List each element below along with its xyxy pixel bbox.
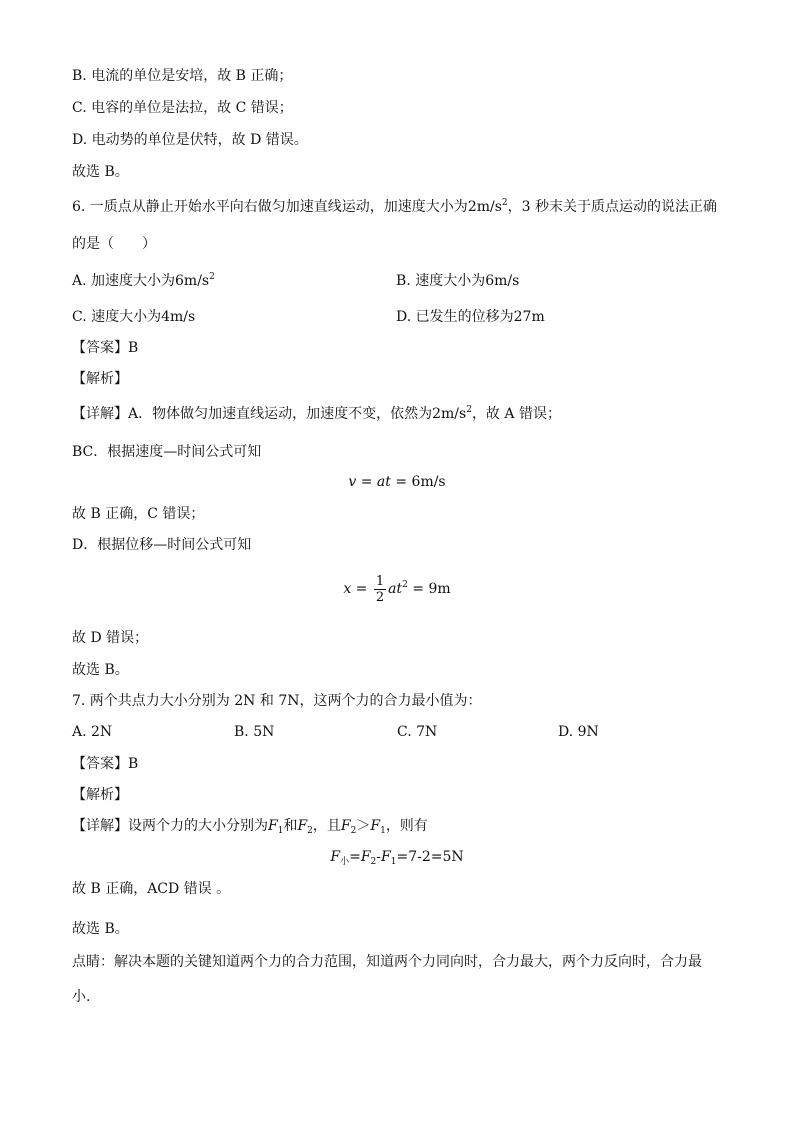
answer-tag: 【答案】 (72, 756, 128, 772)
q6-equation-velocity: v = at = 6m/s (348, 474, 446, 490)
prev-option-b-explanation: B. 电流的单位是安培，故 B 正确； (72, 68, 293, 84)
q7-option-d: D. 9N (558, 724, 599, 740)
q7-note-line-1: 点睛：解决本题的关键知道两个力的合力范围，知道两个力同向时，合力最大，两个力反向时，合力最 (72, 954, 702, 970)
q6-option-a: A. 加速度大小为$6m/s^2$ (72, 272, 215, 289)
q7-equation: $F_小=F_2-F_1=7-2=5N$ (330, 849, 464, 867)
q7-option-a: A. 2N (72, 724, 113, 740)
q7-analysis-tag: 【解析】 (72, 787, 128, 803)
prev-final-answer: 故选 B。 (72, 164, 129, 180)
q7-detail: 【详解】设两个力的大小分别为$F_1$和$F_2$，且$F_2>F_1$，则有 (72, 818, 428, 836)
q6-bc-conclusion: 故 B 正确，C 错误； (72, 506, 205, 522)
q7-final-answer: 故选 B。 (72, 921, 129, 937)
q6-equation-displacement: x = $\frac{1}{2}$ $at^2 = 9m$ (343, 573, 451, 605)
q6-analysis-tag: 【解析】 (72, 371, 128, 387)
q7-note-line-2: 小. (72, 989, 91, 1005)
q6-d-conclusion: 故 D 错误； (72, 630, 149, 646)
prev-option-c-explanation: C. 电容的单位是法拉，故 C 错误； (72, 100, 293, 116)
q6-final-answer: 故选 B。 (72, 662, 129, 678)
q7-answer: 【答案】B (72, 756, 139, 772)
q6-answer: 【答案】B (72, 340, 139, 356)
q6-accel-value: $2m/s^2$ (467, 198, 508, 215)
q6-detail-a: 【详解】A．物体做匀加速直线运动，加速度不变，依然为$2m/s^2$，故 A 错误； (72, 405, 561, 422)
q7-conclusion: 故 B 正确，ACD 错误 。 (72, 881, 231, 897)
q6-d-line: D．根据位移—时间公式可知 (72, 537, 252, 553)
q7-option-c: C. 7N (397, 724, 438, 740)
q6-option-c: C. 速度大小为4m/s (72, 309, 196, 325)
document-page (72, 0, 722, 1123)
q6-stem-line-1: 6. 一质点从静止开始水平向右做匀加速直线运动，加速度大小为$2m/s^2$，3 秒末关于质点运动的说法正确 (72, 198, 717, 215)
prev-option-d-explanation: D. 电动势的单位是伏特，故 D 错误。 (72, 132, 308, 148)
answer-tag: 【答案】 (72, 340, 128, 356)
q6-stem-line-2: 的是（ ） (72, 236, 156, 252)
q6-option-d: D. 已发生的位移为27m (396, 309, 545, 325)
q6-bc-line: BC．根据速度—时间公式可知 (72, 444, 262, 460)
q7-stem: 7. 两个共点力大小分别为 2N 和 7N，这两个力的合力最小值为： (72, 693, 482, 709)
q7-option-b: B. 5N (234, 724, 275, 740)
q6-option-b: B. 速度大小为6m/s (396, 273, 520, 289)
